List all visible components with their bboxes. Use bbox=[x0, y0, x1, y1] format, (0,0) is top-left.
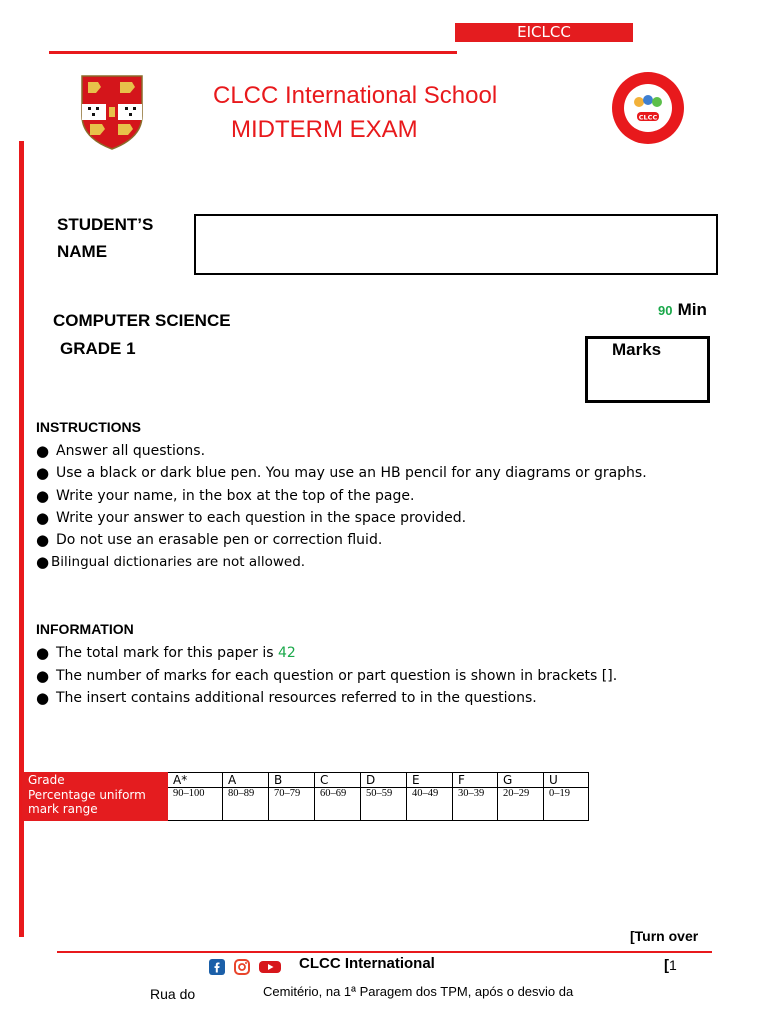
information-heading: INFORMATION bbox=[36, 621, 134, 637]
student-name-label-line2: NAME bbox=[57, 242, 108, 261]
exam-duration bbox=[658, 300, 707, 320]
table-row bbox=[23, 788, 589, 821]
range-cell: 80–89 bbox=[223, 788, 269, 821]
cambridge-crest-icon bbox=[80, 74, 144, 150]
list-item: ● The insert contains additional resources referred to in the questions. bbox=[36, 687, 617, 710]
grade-cell: A* bbox=[168, 773, 223, 788]
youtube-icon[interactable] bbox=[259, 959, 281, 975]
bullet-icon: ● bbox=[36, 442, 50, 460]
grade-label: GRADE 1 bbox=[60, 339, 136, 358]
grade-cell: C bbox=[315, 773, 361, 788]
range-cell: 60–69 bbox=[315, 788, 361, 821]
facebook-icon[interactable] bbox=[209, 959, 225, 975]
row-header-grade: Grade bbox=[23, 773, 168, 788]
total-marks-value: 42 bbox=[277, 645, 296, 661]
table-row bbox=[23, 773, 589, 788]
list-item: ● Write your answer to each question in the space provided. bbox=[36, 507, 647, 529]
bullet-icon: ● bbox=[36, 553, 50, 572]
range-cell: 30–39 bbox=[453, 788, 498, 821]
bullet-icon: ● bbox=[36, 508, 50, 527]
bullet-icon: ● bbox=[36, 689, 50, 707]
instructions-heading: INSTRUCTIONS bbox=[36, 419, 141, 435]
bullet-icon: ● bbox=[36, 666, 50, 685]
footer-divider bbox=[57, 951, 712, 953]
bullet-icon: ● bbox=[36, 486, 50, 505]
list-item: ● The total mark for this paper is 42 bbox=[36, 642, 617, 665]
grade-cell: F bbox=[453, 773, 498, 788]
list-item: ● Bilingual dictionaries are not allowed. bbox=[36, 551, 647, 573]
duration-value: 90 bbox=[658, 303, 673, 318]
row-header-range: Percentage uniform mark range bbox=[23, 788, 168, 821]
bullet-icon: ● bbox=[36, 531, 50, 550]
page-number: [1 bbox=[664, 957, 677, 974]
student-name-label-line1: STUDENT’S bbox=[57, 215, 154, 234]
range-cell: 0–19 bbox=[544, 788, 589, 821]
range-cell: 40–49 bbox=[407, 788, 453, 821]
svg-text:CLCC: CLCC bbox=[638, 113, 658, 122]
school-name: CLCC International School bbox=[213, 82, 498, 109]
grade-cell: A bbox=[223, 773, 269, 788]
grade-cell: D bbox=[361, 773, 407, 788]
footer-school-name: CLCC International bbox=[299, 955, 435, 972]
list-item: ● Write your name, in the box at the top of the page. bbox=[36, 485, 647, 507]
range-cell: 50–59 bbox=[361, 788, 407, 821]
top-divider bbox=[49, 51, 457, 54]
list-item: ● Use a black or dark blue pen. You may use an HB pencil for any diagrams or graphs. bbox=[36, 462, 647, 484]
social-links bbox=[209, 959, 281, 975]
range-cell: 20–29 bbox=[498, 788, 544, 821]
grade-cell: G bbox=[498, 773, 544, 788]
subject-title: COMPUTER SCIENCE bbox=[53, 311, 231, 330]
range-cell: 90–100 bbox=[168, 788, 223, 821]
bullet-icon: ● bbox=[36, 464, 50, 483]
grade-cell: B bbox=[269, 773, 315, 788]
footer-address-right: Cemitério, na 1ª Paragem dos TPM, após o desvio da bbox=[263, 984, 574, 999]
school-badge-icon bbox=[611, 71, 685, 145]
grade-cell: U bbox=[544, 773, 589, 788]
footer-address-left: Rua do bbox=[150, 986, 196, 1002]
duration-unit: Min bbox=[677, 300, 707, 319]
header-tag: EICLCC bbox=[455, 23, 633, 42]
bullet-icon: ● bbox=[36, 644, 50, 662]
grade-threshold-table bbox=[22, 772, 589, 821]
information-list bbox=[36, 642, 617, 710]
instagram-icon[interactable] bbox=[234, 959, 250, 975]
turn-over-label: [Turn over bbox=[630, 928, 699, 944]
exam-title: MIDTERM EXAM bbox=[231, 116, 418, 143]
instructions-list bbox=[36, 440, 647, 574]
list-item: ● Do not use an erasable pen or correction fluid. bbox=[36, 529, 647, 551]
student-name-field[interactable] bbox=[194, 214, 718, 275]
list-item: ● Answer all questions. bbox=[36, 440, 647, 462]
list-item: ● The number of marks for each question or part question is shown in brackets []. bbox=[36, 665, 617, 688]
grade-cell: E bbox=[407, 773, 453, 788]
marks-label: Marks bbox=[612, 340, 662, 359]
range-cell: 70–79 bbox=[269, 788, 315, 821]
